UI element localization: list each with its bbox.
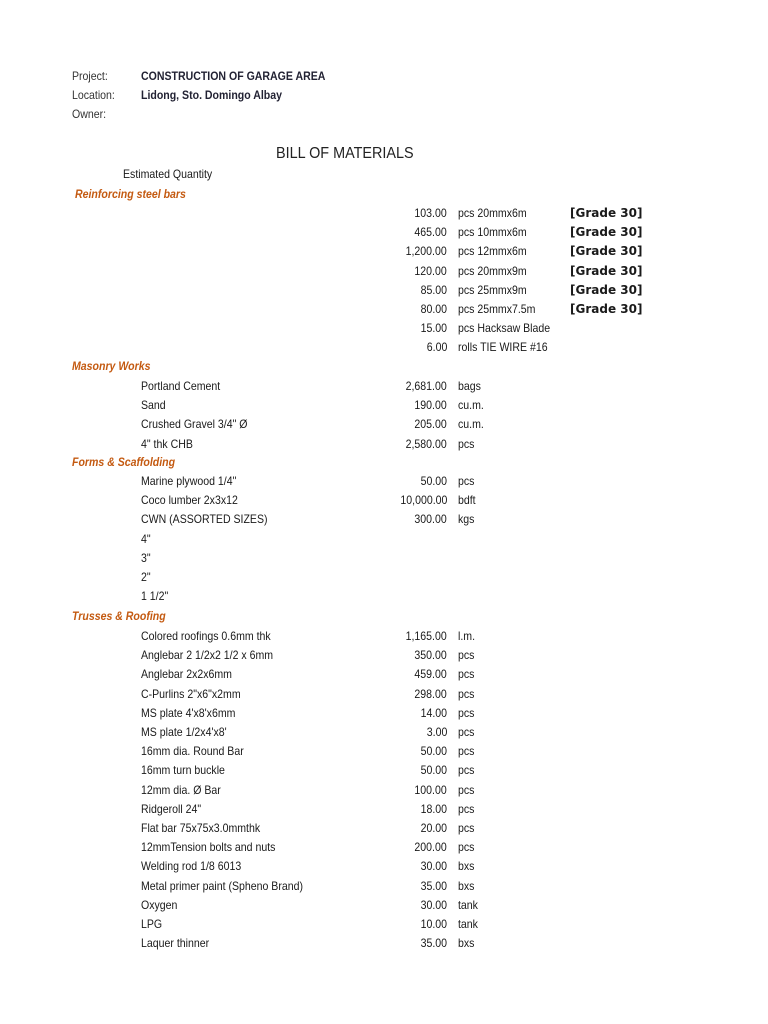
quantity-cell: 85.00 bbox=[420, 282, 447, 297]
unit-cell: pcs bbox=[458, 821, 475, 835]
quantity-cell: 190.00 bbox=[414, 398, 447, 413]
item-cell: MS plate 4'x8'x6mm bbox=[141, 705, 236, 720]
project-label: Project: bbox=[72, 69, 108, 83]
location-value: Lidong, Sto. Domingo Albay bbox=[141, 88, 282, 102]
item-cell: 12mmTension bolts and nuts bbox=[141, 840, 276, 855]
unit-cell: pcs bbox=[458, 436, 475, 451]
item-cell: 2" bbox=[141, 570, 151, 584]
unit-cell: pcs bbox=[458, 648, 475, 663]
item-cell: 1 1/2" bbox=[141, 589, 169, 604]
unit-cell: bdft bbox=[458, 493, 476, 508]
quantity-cell: 120.00 bbox=[414, 263, 447, 278]
unit-description-cell: pcs 20mmx9m bbox=[458, 263, 527, 278]
unit-cell: pcs bbox=[458, 840, 475, 855]
quantity-cell: 1,200.00 bbox=[405, 244, 447, 259]
item-cell: Coco lumber 2x3x12 bbox=[141, 493, 238, 508]
quantity-cell: 3.00 bbox=[426, 725, 447, 739]
quantity-cell: 205.00 bbox=[414, 417, 447, 432]
quantity-cell: 300.00 bbox=[414, 512, 447, 527]
item-cell: Ridgeroll 24" bbox=[141, 801, 202, 816]
unit-cell: tank bbox=[458, 897, 478, 912]
item-cell: Sand bbox=[141, 398, 166, 413]
quantity-cell: 15.00 bbox=[420, 321, 447, 336]
unit-cell: pcs bbox=[458, 725, 475, 739]
unit-cell: pcs bbox=[458, 667, 475, 682]
unit-cell: pcs bbox=[458, 744, 475, 759]
unit-cell: cu.m. bbox=[458, 417, 484, 432]
grade-cell: [Grade 30] bbox=[570, 206, 643, 220]
quantity-cell: 80.00 bbox=[420, 302, 447, 316]
quantity-cell: 20.00 bbox=[420, 821, 447, 835]
quantity-cell: 298.00 bbox=[414, 686, 447, 701]
quantity-cell: 2,580.00 bbox=[405, 436, 447, 451]
item-cell: MS plate 1/2x4'x8' bbox=[141, 725, 227, 739]
item-cell: Portland Cement bbox=[141, 379, 221, 393]
quantity-cell: 50.00 bbox=[420, 763, 447, 778]
unit-cell: cu.m. bbox=[458, 398, 484, 413]
item-cell: 12mm dia. Ø Bar bbox=[141, 782, 221, 797]
quantity-cell: 30.00 bbox=[420, 859, 447, 874]
page-title: BILL OF MATERIALS bbox=[276, 145, 414, 162]
section-title-trusses: Trusses & Roofing bbox=[72, 609, 166, 623]
item-cell: Flat bar 75x75x3.0mmthk bbox=[141, 821, 261, 835]
item-cell: 16mm turn buckle bbox=[141, 763, 225, 778]
unit-cell: pcs bbox=[458, 474, 475, 488]
grade-cell: [Grade 30] bbox=[570, 263, 643, 278]
unit-cell: bxs bbox=[458, 859, 475, 874]
unit-description-cell: pcs 25mmx9m bbox=[458, 282, 527, 297]
grade-cell: [Grade 30] bbox=[570, 282, 643, 297]
quantity-cell: 10.00 bbox=[420, 917, 447, 931]
quantity-cell: 10,000.00 bbox=[400, 493, 447, 508]
subtitle: Estimated Quantity bbox=[123, 167, 213, 181]
location-label: Location: bbox=[72, 88, 115, 102]
unit-cell: pcs bbox=[458, 801, 475, 816]
unit-description-cell: pcs 10mmx6m bbox=[458, 225, 527, 240]
quantity-cell: 35.00 bbox=[420, 936, 447, 951]
unit-cell: kgs bbox=[458, 512, 475, 527]
quantity-cell: 350.00 bbox=[414, 648, 447, 663]
item-cell: Marine plywood 1/4" bbox=[141, 474, 237, 488]
item-cell: Anglebar 2x2x6mm bbox=[141, 667, 232, 682]
grade-cell: [Grade 30] bbox=[570, 244, 643, 259]
unit-description-cell: pcs 20mmx6m bbox=[458, 206, 527, 220]
quantity-cell: 14.00 bbox=[420, 705, 447, 720]
item-cell: Metal primer paint (Spheno Brand) bbox=[141, 878, 304, 893]
section-title-masonry: Masonry Works bbox=[72, 359, 151, 373]
item-cell: 3" bbox=[141, 550, 151, 565]
unit-description-cell: rolls TIE WIRE #16 bbox=[458, 340, 548, 355]
unit-cell: bags bbox=[458, 379, 481, 393]
item-cell: Laquer thinner bbox=[141, 936, 210, 951]
quantity-cell: 200.00 bbox=[414, 840, 447, 855]
item-cell: Crushed Gravel 3/4" Ø bbox=[141, 417, 248, 432]
item-cell: C-Purlins 2"x6"x2mm bbox=[141, 686, 241, 701]
quantity-cell: 50.00 bbox=[420, 744, 447, 759]
project-value: CONSTRUCTION OF GARAGE AREA bbox=[141, 69, 326, 83]
owner-label: Owner: bbox=[72, 107, 107, 121]
unit-cell: pcs bbox=[458, 686, 475, 701]
quantity-cell: 465.00 bbox=[414, 225, 447, 240]
section-title-forms: Forms & Scaffolding bbox=[72, 455, 176, 469]
quantity-cell: 103.00 bbox=[414, 206, 447, 220]
item-cell: LPG bbox=[141, 917, 163, 931]
unit-cell: l.m. bbox=[458, 629, 476, 643]
item-cell: Oxygen bbox=[141, 897, 178, 912]
unit-cell: pcs bbox=[458, 763, 475, 778]
grade-cell: [Grade 30] bbox=[570, 302, 643, 316]
quantity-cell: 50.00 bbox=[420, 474, 447, 488]
unit-cell: pcs bbox=[458, 705, 475, 720]
unit-description-cell: pcs Hacksaw Blade bbox=[458, 321, 551, 336]
item-cell: 16mm dia. Round Bar bbox=[141, 744, 244, 759]
item-cell: Colored roofings 0.6mm thk bbox=[141, 629, 271, 643]
grade-cell: [Grade 30] bbox=[570, 225, 643, 240]
item-cell: 4" bbox=[141, 531, 151, 546]
item-cell: Anglebar 2 1/2x2 1/2 x 6mm bbox=[141, 648, 274, 663]
quantity-cell: 35.00 bbox=[420, 878, 447, 893]
unit-cell: bxs bbox=[458, 878, 475, 893]
unit-cell: tank bbox=[458, 917, 478, 931]
quantity-cell: 18.00 bbox=[420, 801, 447, 816]
quantity-cell: 459.00 bbox=[414, 667, 447, 682]
quantity-cell: 2,681.00 bbox=[405, 379, 447, 393]
unit-cell: bxs bbox=[458, 936, 475, 951]
quantity-cell: 30.00 bbox=[420, 897, 447, 912]
item-cell: CWN (ASSORTED SIZES) bbox=[141, 512, 268, 527]
section-title-reinforcing: Reinforcing steel bars bbox=[75, 187, 186, 201]
quantity-cell: 100.00 bbox=[414, 782, 447, 797]
quantity-cell: 1,165.00 bbox=[405, 629, 447, 643]
quantity-cell: 6.00 bbox=[426, 340, 447, 355]
unit-cell: pcs bbox=[458, 782, 475, 797]
item-cell: 4" thk CHB bbox=[141, 436, 193, 451]
item-cell: Welding rod 1/8 6013 bbox=[141, 859, 242, 874]
unit-description-cell: pcs 25mmx7.5m bbox=[458, 302, 536, 316]
unit-description-cell: pcs 12mmx6m bbox=[458, 244, 527, 259]
